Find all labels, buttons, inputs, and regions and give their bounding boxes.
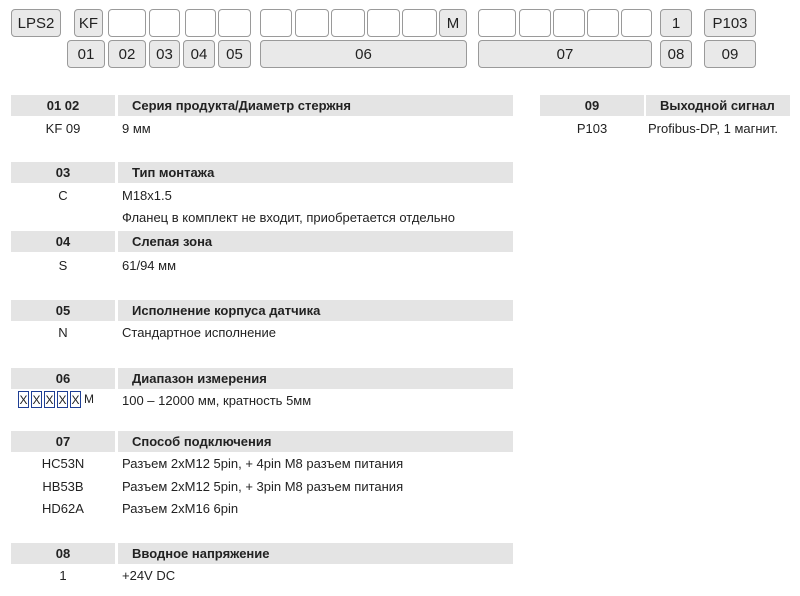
section-code-header-dead-zone: 04 bbox=[11, 231, 115, 252]
range-code-char: X bbox=[58, 392, 67, 407]
option-description: Разъем 2xM16 6pin bbox=[122, 501, 239, 516]
code-box-connection[interactable] bbox=[519, 9, 551, 37]
code-index-04: 04 bbox=[183, 40, 215, 68]
code-box-range-digit[interactable] bbox=[331, 9, 365, 37]
code-box-range-digit[interactable] bbox=[260, 9, 292, 37]
option-description: Стандартное исполнение bbox=[122, 325, 276, 340]
range-code-char: X bbox=[71, 392, 80, 407]
code-box-series: LPS2 bbox=[11, 9, 61, 37]
option-description: Profibus-DP, 1 магнит. bbox=[648, 121, 778, 136]
code-index-07: 07 bbox=[478, 40, 652, 68]
code-index-06: 06 bbox=[260, 40, 467, 68]
section-title-series: Серия продукта/Диаметр стержня bbox=[118, 95, 513, 116]
option-code: HB53B bbox=[42, 479, 84, 494]
option-code: KF 09 bbox=[45, 121, 81, 136]
option-code: N bbox=[58, 325, 68, 340]
option-code: C bbox=[58, 188, 68, 203]
option-code: 1 bbox=[59, 568, 67, 583]
code-box-range-unit: M bbox=[439, 9, 467, 37]
code-box-connection[interactable] bbox=[553, 9, 585, 37]
option-code: HD62A bbox=[42, 501, 84, 516]
option-code: P103 bbox=[576, 121, 608, 136]
range-code-char: X bbox=[32, 392, 41, 407]
code-index-05: 05 bbox=[218, 40, 251, 68]
option-description: 9 мм bbox=[122, 121, 151, 136]
section-code-header-output: 09 bbox=[540, 95, 644, 116]
option-description: 100 – 12000 мм, кратность 5мм bbox=[122, 393, 312, 408]
code-index-03: 03 bbox=[149, 40, 180, 68]
option-code: HC53N bbox=[41, 456, 85, 471]
code-box-connection[interactable] bbox=[621, 9, 652, 37]
section-title-output: Выходной сигнал bbox=[646, 95, 790, 116]
section-code-header-mounting: 03 bbox=[11, 162, 115, 183]
section-title-connection: Способ подключения bbox=[118, 431, 513, 452]
code-box-range-digit[interactable] bbox=[402, 9, 437, 37]
section-title-voltage: Вводное напряжение bbox=[118, 543, 513, 564]
range-code-char: X bbox=[45, 392, 54, 407]
option-description: Разъем 2xM12 5pin, + 3pin M8 разъем питания bbox=[122, 479, 404, 494]
code-box-housing[interactable] bbox=[185, 9, 216, 37]
section-code-header-voltage: 08 bbox=[11, 543, 115, 564]
section-code-header-range: 06 bbox=[11, 368, 115, 389]
code-box-dead-zone[interactable] bbox=[149, 9, 180, 37]
code-box-voltage: 1 bbox=[660, 9, 692, 37]
code-box-product: KF bbox=[74, 9, 103, 37]
range-code-suffix: M bbox=[84, 392, 94, 406]
code-box-mounting[interactable] bbox=[108, 9, 146, 37]
option-note: Фланец в комплект не входит, приобретается отдельно bbox=[122, 210, 455, 225]
code-index-09: 09 bbox=[704, 40, 756, 68]
option-description: Разъем 2xM12 5pin, + 4pin M8 разъем питания bbox=[122, 456, 404, 471]
range-code-char: X bbox=[19, 392, 28, 407]
code-box-range-digit[interactable] bbox=[367, 9, 400, 37]
code-box-housing-2[interactable] bbox=[218, 9, 251, 37]
code-index-02: 02 bbox=[108, 40, 146, 68]
option-description: 61/94 мм bbox=[122, 258, 177, 273]
option-code: S bbox=[58, 258, 68, 273]
section-code-header-connection: 07 bbox=[11, 431, 115, 452]
section-title-dead-zone: Слепая зона bbox=[118, 231, 513, 252]
option-description: M18x1.5 bbox=[122, 188, 172, 203]
code-box-connection[interactable] bbox=[478, 9, 516, 37]
section-code-header-housing: 05 bbox=[11, 300, 115, 321]
code-index-08: 08 bbox=[660, 40, 692, 68]
code-box-output: P103 bbox=[704, 9, 756, 37]
option-description: +24V DC bbox=[122, 568, 176, 583]
section-code-header-series: 01 02 bbox=[11, 95, 115, 116]
section-title-range: Диапазон измерения bbox=[118, 368, 513, 389]
code-index-01: 01 bbox=[67, 40, 105, 68]
section-title-housing: Исполнение корпуса датчика bbox=[118, 300, 513, 321]
section-title-mounting: Тип монтажа bbox=[118, 162, 513, 183]
code-box-connection[interactable] bbox=[587, 9, 619, 37]
code-box-range-digit[interactable] bbox=[295, 9, 329, 37]
